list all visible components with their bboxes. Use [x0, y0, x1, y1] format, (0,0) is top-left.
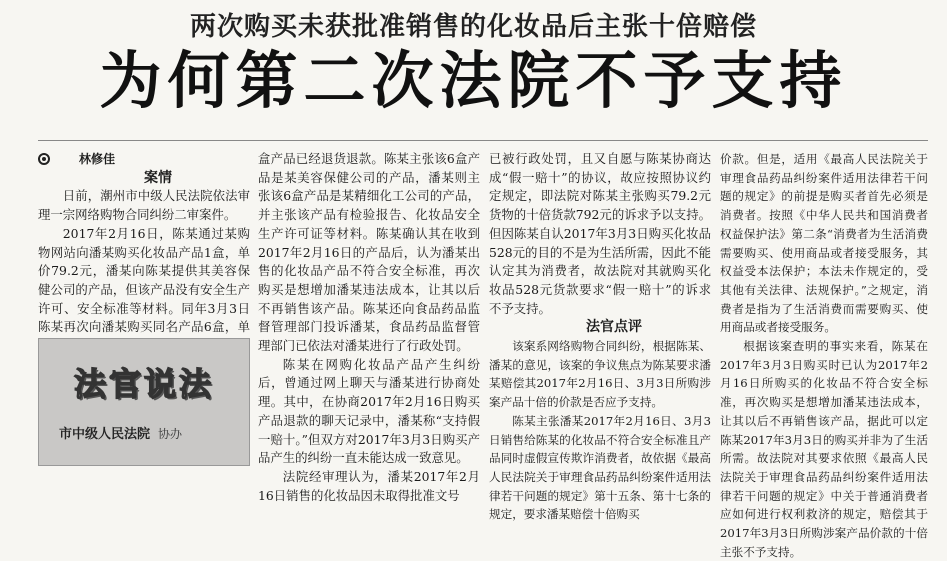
badge-organizer [59, 423, 182, 442]
column-4 [720, 150, 928, 561]
paragraph: 盒产品已经退货退款。陈某主张该6盒产品是某美容保健公司的产品，潘某则主张该6盒产品是某精细化工公司的产品，并主张该产品有检验报告、化妆品安全生产许可证等材料。陈某确认其在收到2017年2月16日的产品后，认为潘某出售的化妆品产品不符合安全标准，再次购买是想增加潘某违法成本，让其以后不再销售该产品。陈某还向食品药品监督管理部门投诉潘某，食品药品监督管理部门已依法对潘某进行了行政处罚。 [258, 151, 480, 354]
paragraph: 法院经审理认为，潘某2017年2月16日销售的化妆品因未取得批准文号 [258, 468, 480, 503]
paragraph: 陈某主张潘某2017年2月16日、3月3日销售给陈某的化妆品不符合安全标准且产品同时虚假宣传欺诈消费者，故依据《最高人民法院关于审理食品药品纠纷案件适用法律若干问题的规定》第十五条、第十七条的规定，要求潘某赔偿十倍购买 [489, 413, 711, 522]
section-heading-judge-comment: 法官点评 [586, 319, 642, 336]
header-divider [38, 140, 928, 141]
badge-title: 法官说法 [73, 365, 214, 403]
author-bullet-icon [38, 153, 50, 165]
badge-assist-label: 协办 [158, 427, 183, 441]
section-heading-case: 案情 [144, 169, 172, 186]
paragraph: 日前，潮州市中级人民法院依法审理一宗网络购物合同纠纷二审案件。 [38, 188, 250, 223]
article-title: 为何第二次法院不予支持 [99, 44, 848, 117]
paragraph: 根据该案查明的事实来看，陈某在2017年3月3日购买时已认为2017年2月16日所购买的化妆品不符合安全标准，再次购买是想增加潘某违法成本，让其以后不再销售该产品，据此可以定陈某2017年3月3日的购买并非为了生活所需。故法院对其要求依照《最高人民法院关于审理食品药品纠纷案件适用法律若干问题的规定》中关于普通消费者应如何进行权利救济的规定，赔偿其于2017年3月3日所购涉案产品价款的十倍主张不予支持。 [720, 339, 928, 559]
paragraph: 2017年2月16日，陈某通过某购物网站向潘某购买化妆品产品1盒，单价79.2元，潘某向陈某提供其美容保健公司的产品，但该产品没有安全生产许可、安全标准等材料。同年3月3日陈某再次向潘某购买同名产品6盒，单 [38, 225, 250, 335]
paragraph: 陈某在网购化妆品产品产生纠纷后，曾通过网上聊天与潘某进行协商处理。其中，在协商2017年2月16日购买产品退款的聊天记录中，潘某称“支持假一赔十。”但双方对2017年3月3日购买产品产生的纠纷一直未能达成一致意见。 [258, 356, 480, 466]
author-name: 林修佳 [79, 152, 116, 166]
paragraph: 已被行政处罚，且又自愿与陈某协商达成“假一赔十”的协议，故应按照协议约定规定，即法院对陈某主张购买79.2元货物的十倍货款792元的诉求予以支持。但因陈某自认2017年3月3日购买化妆品528元的目的不是为生活所需，因此不能认定其为消费者，故法院对其就购买化妆品528元货款要求“假一赔十”的诉求不予支持。 [489, 151, 711, 316]
column-badge [38, 338, 250, 466]
badge-org-name: 市中级人民法院 [59, 427, 151, 442]
author-line [38, 150, 250, 169]
column-3 [489, 150, 711, 524]
article-subtitle: 两次购买未获批准销售的化妆品后主张十倍赔偿 [189, 12, 757, 42]
column-2 [258, 150, 480, 505]
paragraph: 该案系网络购物合同纠纷，根据陈某、潘某的意见，该案的争议焦点为陈某要求潘某赔偿其2017年2月16日、3月3日所购涉案产品十倍的价款是否应予支持。 [489, 339, 711, 410]
paragraph: 价款。但是，适用《最高人民法院关于审理食品药品纠纷案件适用法律若干问题的规定》的前提是购买者首先必须是消费者。按照《中华人民共和国消费者权益保护法》第二条“消费者为生活消费需要购买、使用商品或者接受服务，其权益受本法保护；本法未作规定的，受其他有关法律、法规保护。”之规定，消费者是指为了生活消费而需要购买、使用商品或者接受服务。 [720, 152, 928, 335]
